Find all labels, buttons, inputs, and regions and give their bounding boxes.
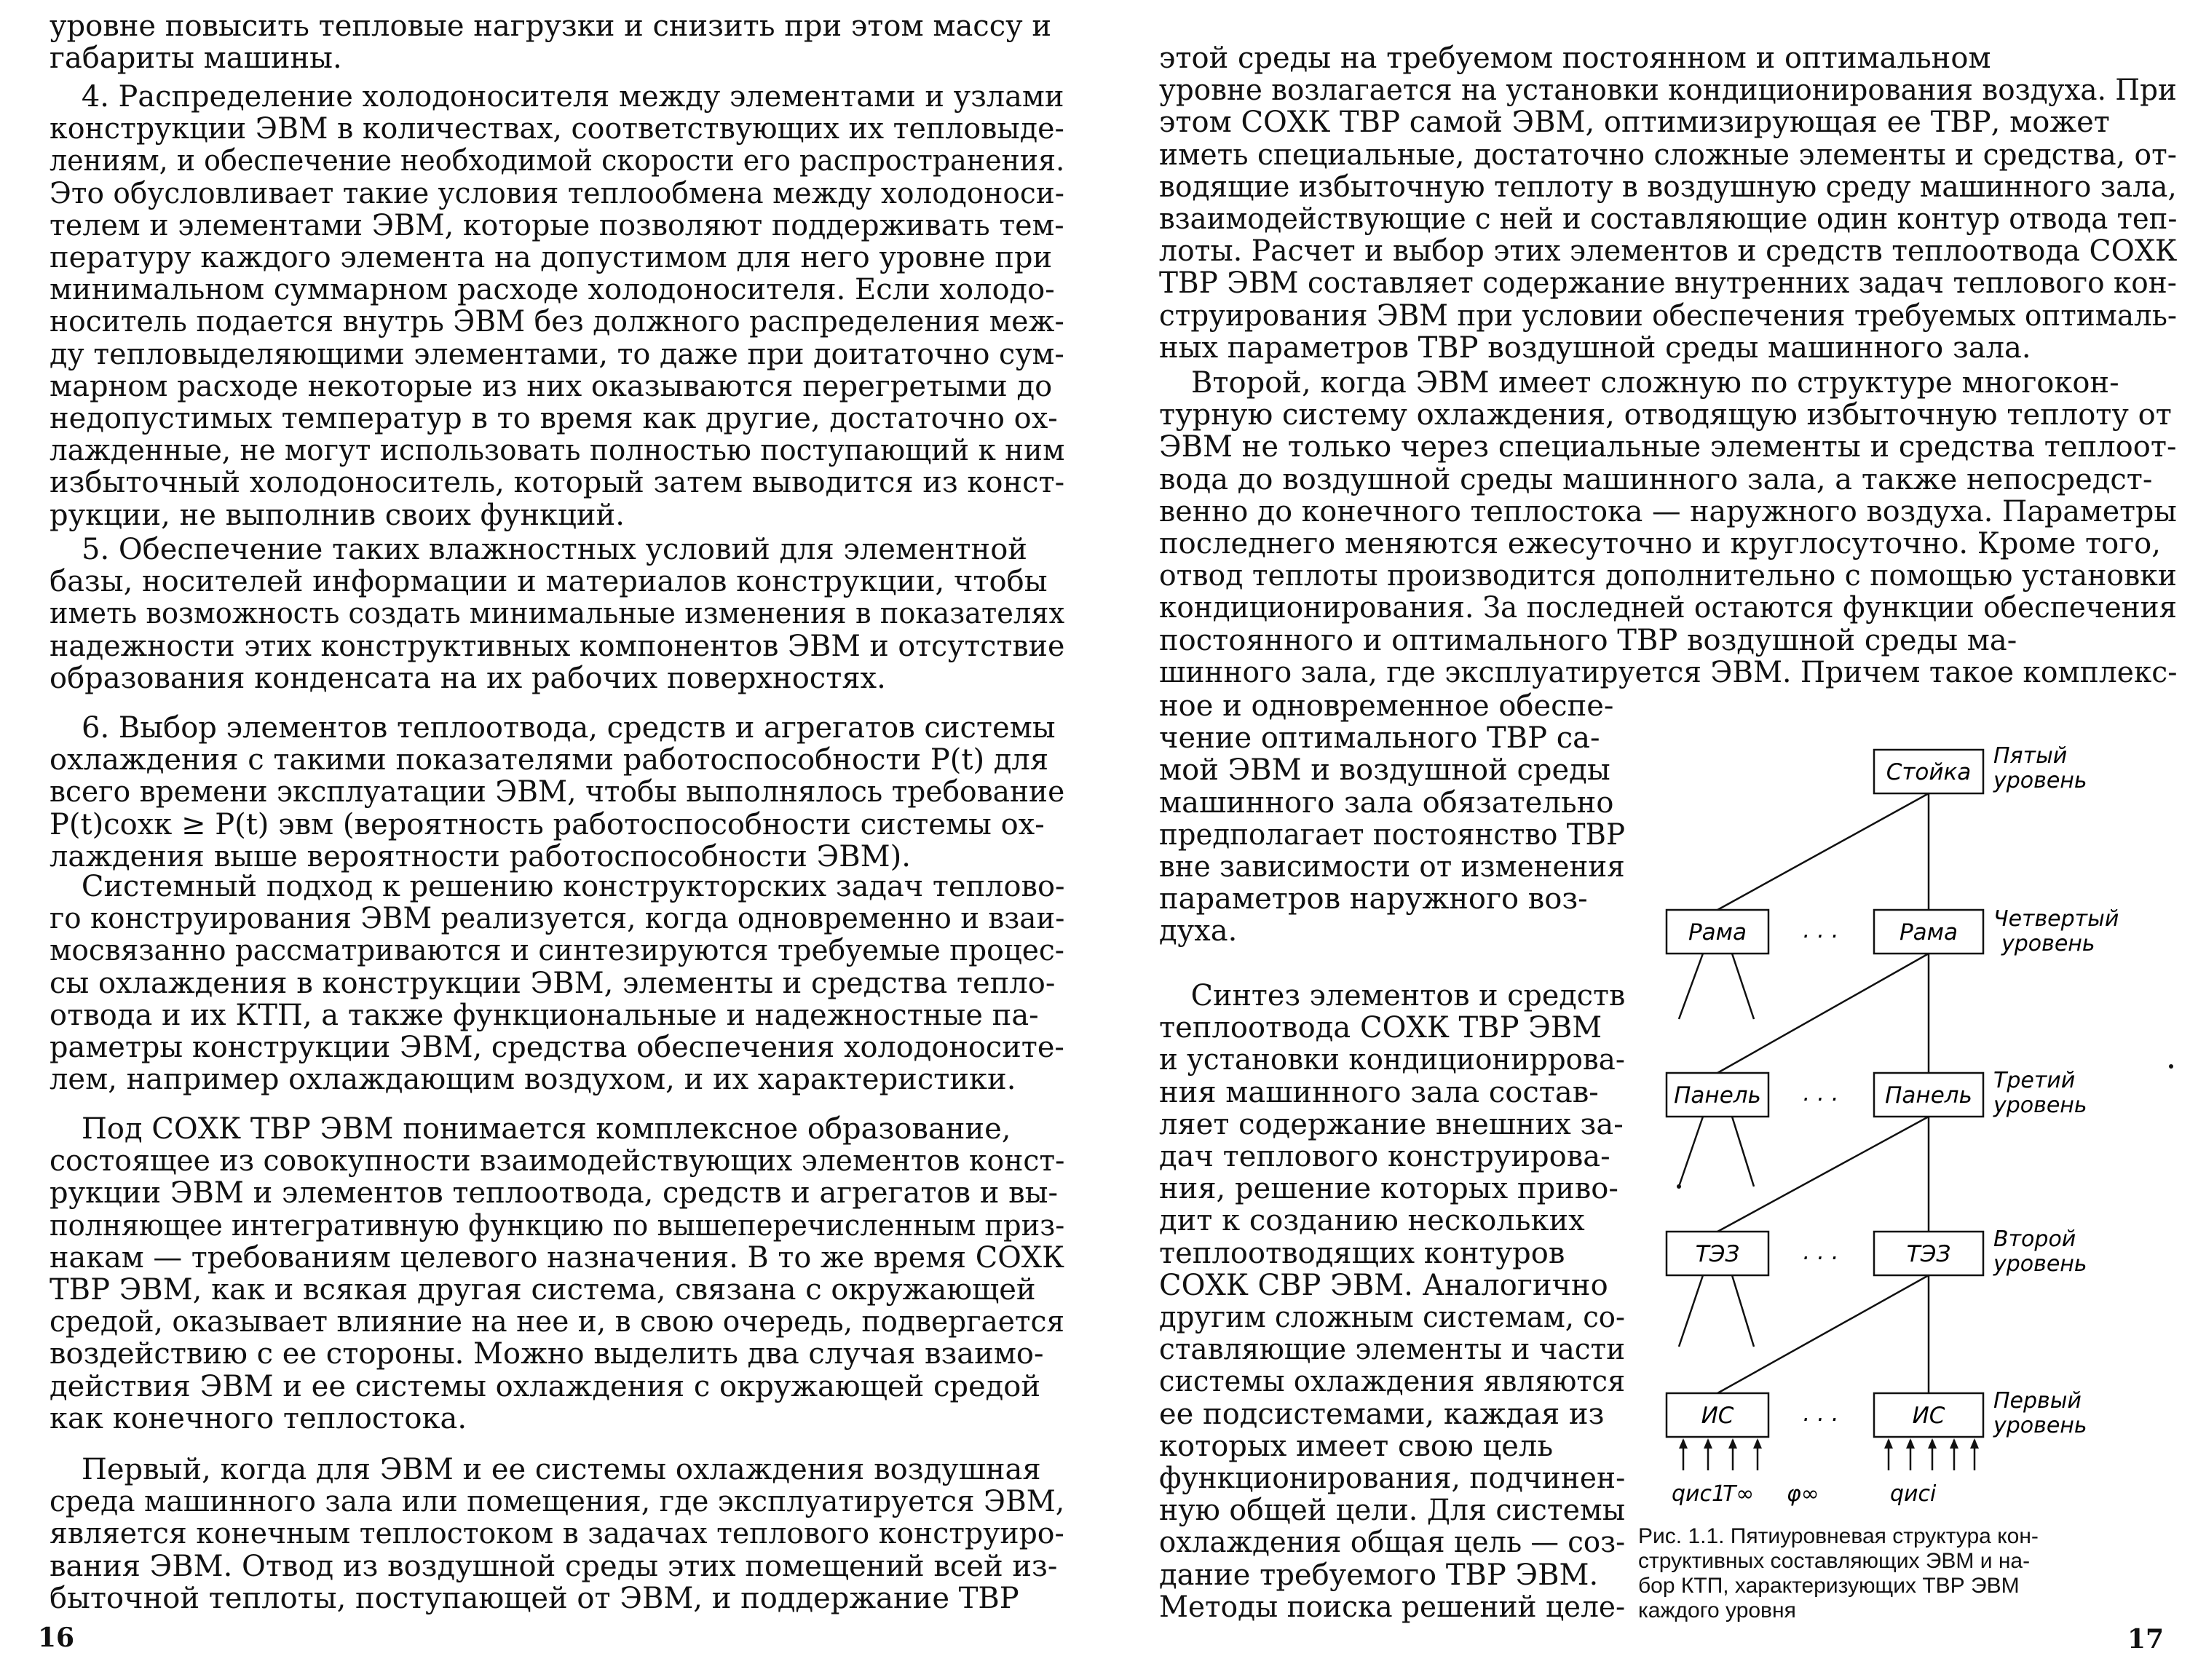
text-line: машинного зала обязательно (1159, 786, 1614, 819)
text-line: быточной теплоты, поступающей от ЭВМ, и поддержание ТВР (50, 1582, 1019, 1615)
q-ici-label: qисi (1890, 1481, 1937, 1507)
text-line: ляет содержание внешних за- (1159, 1108, 1624, 1141)
text-line: всего времени эксплуатации ЭВМ, чтобы выполнялось требование (50, 776, 1064, 809)
text-line: уровне возлагается на установки кондиционирования воздуха. При (1159, 74, 2177, 107)
text-line: носитель подается внутрь ЭВМ без должного распределения меж- (50, 306, 1064, 338)
right-page (1095, 0, 2190, 1680)
text-line: действия ЭВМ и ее системы охлаждения с окружающей средой (50, 1370, 1041, 1403)
text-line: охлаждения общая цель — соз- (1159, 1526, 1625, 1559)
text-line: иметь возможность создать минимальные изменения в показателях (50, 598, 1064, 630)
text-line: и установки кондициониррова- (1159, 1044, 1625, 1077)
sohk-definition-paragraph (50, 1113, 1064, 1435)
text-line: средой, оказывает влияние на нее и, в свою очередь, подвергается (50, 1306, 1065, 1339)
ellipsis-level4: . . . (1803, 917, 1839, 943)
text-line: Первый, когда для ЭВМ и ее системы охлаждения воздушная (82, 1454, 1041, 1486)
text-line: струирования ЭВМ при условии обеспечения требуемых оптималь- (1159, 299, 2177, 332)
system-approach-paragraph (50, 871, 1064, 1095)
text-line: среда машинного зала или помещения, где эксплуатируется ЭВМ, (50, 1486, 1064, 1518)
text-line: ее подсистемами, каждая из (1159, 1398, 1605, 1430)
level-1-label-line1: Первый (1993, 1388, 2082, 1414)
text-line: мой ЭВМ и воздушной среды (1159, 754, 1610, 787)
text-line: рукции ЭВМ и элементов теплоотвода, средств и агрегатов и вы- (50, 1177, 1059, 1210)
text-line: ставляющие элементы и части (1159, 1334, 1625, 1366)
text-line: охлаждения с такими показателями работоспособности P(t) для (50, 744, 1049, 777)
text-line: Под СОХК ТВР ЭВМ понимается комплексное образование, (82, 1113, 1011, 1146)
frame-label-left: Рама (1688, 919, 1747, 946)
text-line: Системный подход к решению конструкторских задач теплово- (81, 871, 1065, 903)
text-line: духа. (1159, 915, 1238, 948)
text-line: чение оптимального ТВР са- (1159, 722, 1600, 755)
q-ic1-label: qис1 (1672, 1481, 1726, 1507)
level-5-label-line1: Пятый (1993, 743, 2068, 769)
right-continuation (1159, 42, 2177, 364)
text-line: ЭВМ не только через специальные элементы и средства теплоот- (1159, 431, 2177, 464)
t-infinity-label: T∞ (1723, 1481, 1755, 1507)
text-line: сы охлаждения в конструкции ЭВМ, элементы и средства тепло- (50, 967, 1056, 999)
text-line: теплоотводящих контуров (1159, 1237, 1565, 1269)
phi-infinity-label: φ∞ (1787, 1481, 1819, 1507)
text-line: как конечного теплостока. (50, 1402, 467, 1435)
text-line: отвод теплоты производится дополнительно с помощью установки (1159, 560, 2177, 593)
ellipsis-level2: . . . (1803, 1239, 1839, 1265)
text-line: лажденные, не могут использовать полностью поступающий к ним (50, 435, 1065, 467)
text-line: шинного зала, где эксплуатируется ЭВМ. Причем такое комплекс- (1159, 656, 2177, 689)
text-line: ду тепловыделяющими элементами, то даже при доитаточно сум- (50, 338, 1064, 371)
five-level-structure-diagram (1634, 735, 2187, 1543)
text-line: иметь специальные, достаточно сложные элементы и средства, от- (1159, 138, 2177, 171)
text-line: базы, носителей информации и материалов конструкции, чтобы (50, 566, 1048, 598)
text-line: этом СОХК ТВР самой ЭВМ, оптимизирующая ее ТВР, может (1159, 106, 2110, 139)
text-line: постоянного и оптимального ТВР воздушной среды ма- (1159, 624, 2017, 657)
text-line: минимальном суммарном расходе холодоносителя. Если холодо- (50, 274, 1055, 306)
stoyka-label: Стойка (1886, 759, 1972, 785)
text-line: Синтез элементов и средств (1190, 980, 1625, 1013)
text-line: уровне повысить тепловые нагрузки и снизить при этом массу и (50, 10, 1052, 43)
text-line: состоящее из совокупности взаимодействующих элементов конст- (50, 1145, 1065, 1178)
text-line: накам — требованиям целевого назначения. В то же время СОХК (50, 1241, 1064, 1275)
text-line: водящие избыточную теплоту в воздушную среду машинного зала, (1159, 170, 2177, 204)
chip-label-left: ИС (1701, 1403, 1734, 1429)
text-line: го конструирования ЭВМ реализуется, когда одновременно и взаи- (50, 903, 1064, 935)
text-line: бор КТП, характеризующих ТВР ЭВМ (1638, 1574, 2020, 1598)
panel-label-left: Панель (1674, 1082, 1761, 1109)
ellipsis-level3: . . . (1803, 1080, 1839, 1106)
first-case-paragraph (50, 1454, 1064, 1614)
level-5-label-line2: уровень (1993, 768, 2087, 793)
text-line: мосвязанно рассматриваются и синтезируются требуемые процес- (50, 935, 1064, 967)
board-label-right: ТЭЗ (1906, 1241, 1951, 1267)
text-line: вода до воздушной среды машинного зала, а также непосредст- (1159, 463, 2153, 496)
text-line: вания ЭВМ. Отвод из воздушной среды этих помещений всей из- (50, 1550, 1058, 1582)
text-line: телем и элементами ЭВМ, которые позволяют поддерживать тем- (50, 209, 1064, 242)
text-line: лем, например охлаждающим воздухом, и их характеристики. (50, 1063, 1016, 1096)
second-case-paragraph (1159, 367, 2177, 689)
narrow-paragraph-2 (1159, 980, 1625, 1623)
text-line: полняющее интегративную функцию по вышеперечисленным приз- (50, 1209, 1064, 1242)
text-line: избыточный холодоноситель, который затем выводится из конст- (50, 467, 1065, 499)
text-line: надежности этих конструктивных компонентов ЭВМ и отсутствие (50, 630, 1065, 662)
text-line: венно до конечного теплостока — наружного воздуха. Параметры (1159, 495, 2177, 528)
text-line: дание требуемого ТВР ЭВМ. (1159, 1558, 1599, 1591)
text-line: дач теплового конструирова- (1159, 1141, 1610, 1173)
text-line: которых имеет свою цель (1159, 1430, 1554, 1463)
level-1-label-line2: уровень (1993, 1413, 2087, 1438)
text-line: ную общей цели. Для системы (1159, 1494, 1625, 1527)
level-4-label-line2: уровень (2001, 931, 2095, 956)
level-3-label-line1: Третий (1993, 1068, 2076, 1093)
text-line: пературу каждого элемента на допустимом для него уровне при (50, 242, 1053, 274)
item-5-paragraph (50, 534, 1064, 694)
page-number-left: 16 (38, 1622, 75, 1653)
text-line: этой среды на требуемом постоянном и оптимальном (1159, 42, 1991, 75)
text-line: Второй, когда ЭВМ имеет сложную по структуре многокон- (1191, 367, 2119, 400)
text-line: 4. Распределение холодоносителя между элементами и узлами (81, 81, 1064, 114)
panel-label-right: Панель (1885, 1082, 1972, 1109)
text-line: ных параметров ТВР воздушной среды машинного зала. (1159, 331, 2031, 365)
text-line: недопустимых температур в то время как другие, достаточно ох- (50, 403, 1058, 435)
text-line: воздействию с ее стороны. Можно выделить два случая взаимо- (50, 1338, 1044, 1371)
text-line: образования конденсата на их рабочих поверхностях. (50, 662, 886, 695)
text-line: кондиционирования. За последней остаются функции обеспечения (1159, 592, 2177, 625)
text-line: каждого уровня (1638, 1598, 1796, 1622)
text-line: отвода и их КТП, а также функциональные и надежностные па- (50, 999, 1039, 1032)
ellipsis-level1: . . . (1803, 1400, 1839, 1427)
text-line: ния, решение которых приво- (1159, 1173, 1618, 1205)
item-4-paragraph (50, 81, 1064, 531)
figure-caption (1638, 1524, 2177, 1623)
text-line: дит к созданию нескольких (1159, 1205, 1585, 1237)
frame-label-right: Рама (1899, 919, 1958, 946)
text-line: ТВР ЭВМ, как и всякая другая система, связана с окружающей (50, 1274, 1036, 1307)
text-line: 5. Обеспечение таких влажностных условий для элементной (82, 534, 1027, 566)
text-line: лоты. Расчет и выбор этих элементов и средств теплоотвода СОХК (1159, 235, 2177, 268)
item-6-paragraph (50, 712, 1064, 873)
narrow-paragraph-1 (1159, 690, 1625, 948)
text-line: P(t)сохк ≥ P(t) эвм (вероятность работоспособности системы ох- (50, 808, 1045, 841)
text-line: структивных составляющих ЭВМ и на- (1638, 1549, 2031, 1573)
text-line: является конечным теплостоком в задачах теплового конструиро- (50, 1518, 1064, 1550)
text-line: функционирования, подчинен- (1159, 1462, 1626, 1495)
text-line: предполагает постоянство ТВР (1159, 818, 1626, 852)
text-line: СОХК СВР ЭВМ. Аналогично (1159, 1269, 1608, 1302)
text-line: взаимодействующие с ней и составляющие один контур отвода теп- (1159, 203, 2177, 236)
level-2-label-line1: Второй (1993, 1227, 2076, 1252)
text-line: другим сложным системам, со- (1159, 1301, 1625, 1334)
text-line: вне зависимости от изменения (1159, 851, 1625, 884)
text-line: параметров наружного воз- (1159, 883, 1588, 916)
level-3-label-line2: уровень (1993, 1093, 2087, 1118)
text-line: лаждения выше вероятности работоспособности ЭВМ). (50, 840, 911, 873)
text-line: ТВР ЭВМ составляет содержание внутренних задач теплового кон- (1159, 267, 2177, 300)
text-line: последнего меняются ежесуточно и круглосуточно. Кроме того, (1159, 528, 2161, 560)
chip-label-right: ИС (1912, 1403, 1945, 1429)
text-line: теплоотвода СОХК ТВР ЭВМ (1159, 1012, 1602, 1045)
board-label-left: ТЭЗ (1695, 1241, 1740, 1267)
left-continuation (50, 10, 1064, 74)
text-line: Рис. 1.1. Пятиуровневая структура кон- (1638, 1524, 2039, 1548)
page-number-right: 17 (2127, 1624, 2165, 1655)
text-line: Методы поиска решений целе- (1159, 1590, 1625, 1624)
text-line: ния машинного зала состав- (1159, 1076, 1599, 1109)
text-line: Это обусловливает такие условия теплообмена между холодоноси- (50, 177, 1064, 210)
text-line: турную систему охлаждения, отводящую избыточную теплоту от (1159, 399, 2172, 432)
text-line: системы охлаждения являются (1159, 1366, 1626, 1398)
text-line: габариты машины. (50, 42, 342, 75)
text-line: конструкции ЭВМ в количествах, соответствующих их тепловыде- (50, 113, 1064, 146)
text-line: марном расходе некоторые из них оказываются перегретыми до (50, 370, 1053, 403)
text-line: ное и одновременное обеспе- (1159, 690, 1614, 723)
level-4-label-line1: Четвертый (1993, 906, 2119, 932)
text-line: 6. Выбор элементов теплоотвода, средств и агрегатов системы (82, 712, 1056, 745)
text-line: раметры конструкции ЭВМ, средства обеспечения холодоносите- (50, 1031, 1064, 1064)
text-line: лениям, и обеспечение необходимой скорости его распространения. (50, 145, 1064, 178)
level-2-label-line2: уровень (1993, 1251, 2087, 1277)
text-line: рукции, не выполнив своих функций. (50, 499, 625, 531)
